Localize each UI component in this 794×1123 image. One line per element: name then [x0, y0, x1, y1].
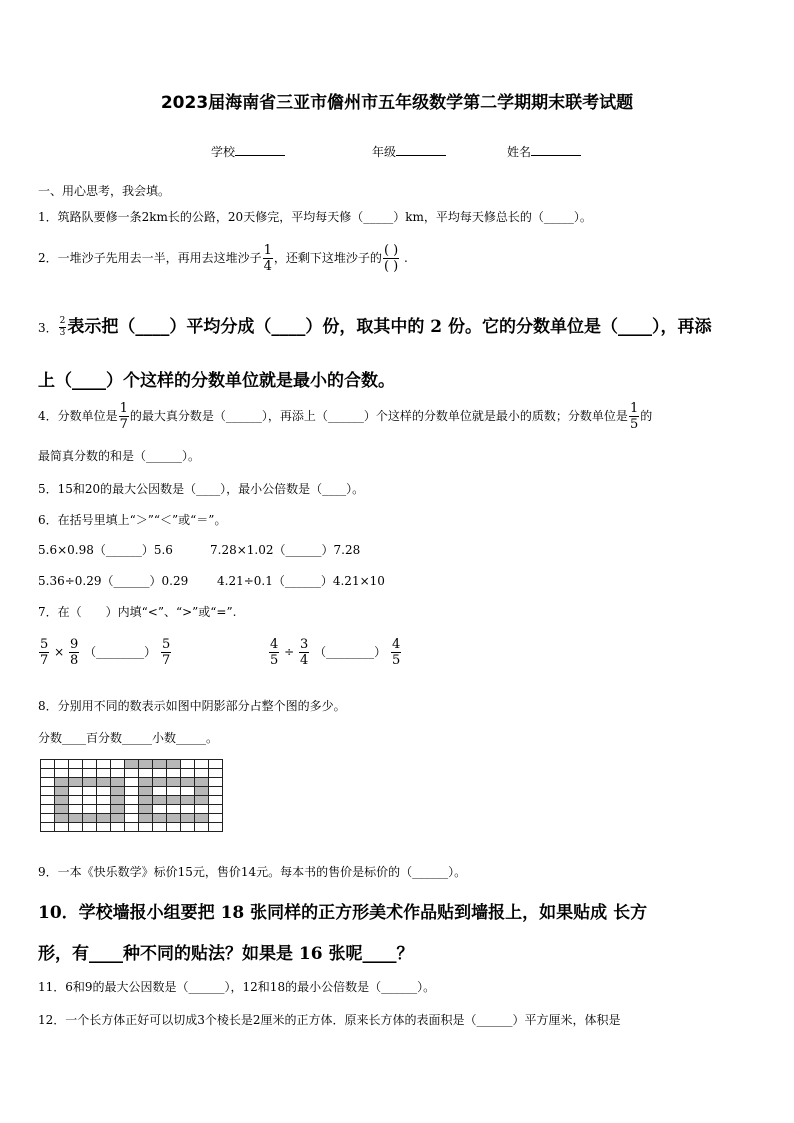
grid-cell: [195, 814, 209, 823]
grid-cell: [195, 787, 209, 796]
grid-cell: [69, 787, 83, 796]
grid-cell: [181, 796, 195, 805]
grid-cell: [139, 805, 153, 814]
question-7-b: $\frac{4}{5}$ ÷ $\frac{3}{4}$ （________） $\frac{4}{5}$: [270, 637, 401, 668]
grid-cell: [97, 787, 111, 796]
school-field: 学校: [211, 142, 285, 160]
grid-cell: [55, 823, 69, 832]
grid-cell: [69, 769, 83, 778]
grid-cell: [181, 769, 195, 778]
grid-cell: [125, 778, 139, 787]
grid-cell: [125, 814, 139, 823]
section-heading: 一、用心思考，我会填。: [38, 184, 171, 198]
grid-cell: [195, 778, 209, 787]
grid-cell: [55, 805, 69, 814]
grid-cell: [209, 778, 223, 787]
grid-row: [41, 760, 223, 769]
grid-cell: [111, 760, 125, 769]
grid-cell: [139, 814, 153, 823]
page-title: 2023届海南省三亚市儋州市五年级数学第二学期期末联考试题: [160, 93, 634, 113]
grid-cell: [167, 796, 181, 805]
grid-cell: [209, 805, 223, 814]
question-10-line-1: 10．学校墙报小组要把 18 张同样的正方形美术作品贴到墙报上，如果贴成 长方: [38, 903, 648, 923]
question-8-fill: 分数____百分数_____小数_____。: [38, 731, 219, 745]
grid-cell: [167, 778, 181, 787]
grid-row: [41, 823, 223, 832]
question-8-stem: 8．分别用不同的数表示如图中阴影部分占整个图的多少。: [38, 699, 346, 713]
grid-row: [41, 778, 223, 787]
grid-cell: [153, 787, 167, 796]
grid-cell: [125, 760, 139, 769]
grid-cell: [125, 769, 139, 778]
grid-cell: [195, 769, 209, 778]
grid-row: [41, 787, 223, 796]
grid-cell: [181, 805, 195, 814]
grid-cell: [139, 769, 153, 778]
question-5: 5．15和20的最大公因数是（____），最小公倍数是（____）。: [38, 482, 365, 496]
grid-cell: [111, 769, 125, 778]
grid-cell: [153, 769, 167, 778]
grid-cell: [125, 805, 139, 814]
grid-cell: [153, 778, 167, 787]
question-3-line-2: 上（____）个这样的分数单位就是最小的合数。: [38, 371, 395, 391]
grid-row: [41, 796, 223, 805]
shaded-grid-figure: [40, 759, 223, 832]
grid-cell: [167, 787, 181, 796]
grid-cell: [41, 814, 55, 823]
grid-cell: [97, 796, 111, 805]
grid-cell: [41, 778, 55, 787]
grid-cell: [153, 814, 167, 823]
grid-cell: [97, 760, 111, 769]
grid-cell: [41, 805, 55, 814]
grid-cell: [111, 805, 125, 814]
grid-cell: [167, 760, 181, 769]
grid-row: [41, 805, 223, 814]
grid-cell: [111, 778, 125, 787]
name-field: 姓名: [507, 142, 581, 160]
grid-cell: [83, 823, 97, 832]
grid-cell: [69, 805, 83, 814]
grid-cell: [195, 760, 209, 769]
grid-cell: [209, 769, 223, 778]
question-4-line-1: 4．分数单位是 $\frac{1}{7}$ 的最大真分数是（______），再添上（______）个这样的分数单位就是最小的质数；分数单位是 $\frac{1}{5}$ 的: [38, 401, 653, 432]
question-11: 11．6和9的最大公因数是（______），12和18的最小公倍数是（______）。: [38, 980, 436, 994]
grid-cell: [125, 787, 139, 796]
grid-cell: [195, 805, 209, 814]
grid-cell: [153, 796, 167, 805]
grid-cell: [97, 778, 111, 787]
question-7-stem: 7．在（ ）内填“<”、“>”或“=”.: [38, 605, 237, 619]
grade-field: 年级: [372, 142, 446, 160]
grid-cell: [167, 805, 181, 814]
grid-cell: [55, 760, 69, 769]
grid-cell: [167, 823, 181, 832]
grid-cell: [209, 814, 223, 823]
grid-cell: [181, 823, 195, 832]
grid-cell: [195, 796, 209, 805]
grid-cell: [125, 796, 139, 805]
grid-cell: [153, 805, 167, 814]
grid-cell: [139, 796, 153, 805]
grid-row: [41, 814, 223, 823]
grid-cell: [111, 796, 125, 805]
grid-cell: [55, 814, 69, 823]
grid-cell: [125, 823, 139, 832]
grid-cell: [167, 769, 181, 778]
grid-cell: [97, 769, 111, 778]
grid-cell: [69, 760, 83, 769]
question-3-line-1: 3． $\frac{2}{3}$ 表示把（____）平均分成（____）份，取其中的 2 份。它的分数单位是（____），再添: [38, 316, 712, 338]
question-10-line-2: 形，有____种不同的贴法？如果是 16 张呢____？: [38, 944, 414, 964]
grid-cell: [97, 823, 111, 832]
question-12: 12．一个长方体正好可以切成3个棱长是2厘米的正方体．原来长方体的表面积是（______）平方厘米，体积是: [38, 1013, 621, 1027]
grid-cell: [55, 787, 69, 796]
question-2: 2．一堆沙子先用去一半，再用去这堆沙子 $\frac{1}{4}$ ，还剩下这堆沙子的 $\frac{( )}{( )}$ .: [38, 243, 408, 274]
grid-cell: [111, 823, 125, 832]
grid-cell: [181, 814, 195, 823]
grid-cell: [69, 778, 83, 787]
question-1: 1．筑路队要修一条2km长的公路，20天修完，平均每天修（_____）km，平均每天修总长的（_____）。: [38, 210, 592, 224]
grid-cell: [55, 769, 69, 778]
grid-cell: [139, 778, 153, 787]
grid-cell: [41, 823, 55, 832]
grid-cell: [181, 760, 195, 769]
question-4-line-2: 最简真分数的和是（______）。: [38, 449, 201, 463]
grid-cell: [69, 814, 83, 823]
question-7-a: $\frac{5}{7}$ × $\frac{9}{8}$ （________） $\frac{5}{7}$: [40, 637, 171, 668]
grid-cell: [83, 769, 97, 778]
grid-cell: [139, 823, 153, 832]
grid-cell: [41, 787, 55, 796]
question-9: 9．一本《快乐数学》标价15元，售价14元。每本书的售价是标价的（______）。: [38, 865, 467, 879]
grid-cell: [153, 823, 167, 832]
grid-cell: [83, 787, 97, 796]
question-6-c: 5.36÷0.29（______）0.29: [38, 574, 189, 588]
grid-cell: [181, 778, 195, 787]
grid-cell: [41, 769, 55, 778]
grid-cell: [83, 760, 97, 769]
grid-cell: [139, 787, 153, 796]
grid-cell: [69, 823, 83, 832]
grid-cell: [83, 814, 97, 823]
grid-cell: [83, 805, 97, 814]
grid-cell: [69, 796, 83, 805]
grid-cell: [209, 760, 223, 769]
grid-cell: [209, 823, 223, 832]
grid-cell: [111, 814, 125, 823]
grid-cell: [97, 805, 111, 814]
grid-cell: [209, 787, 223, 796]
question-6-a: 5.6×0.98（______）5.6: [38, 543, 173, 557]
grid-cell: [181, 787, 195, 796]
question-6-stem: 6．在括号里填上“＞”“＜”或“＝”。: [38, 513, 227, 527]
grid-cell: [97, 814, 111, 823]
grid-cell: [167, 814, 181, 823]
question-6-d: 4.21÷0.1（______）4.21×10: [217, 574, 385, 588]
grid-cell: [195, 823, 209, 832]
grid-cell: [139, 760, 153, 769]
grid-cell: [83, 796, 97, 805]
grid-cell: [55, 778, 69, 787]
grid-cell: [83, 778, 97, 787]
grid-cell: [209, 796, 223, 805]
grid-cell: [111, 787, 125, 796]
grid-row: [41, 769, 223, 778]
grid-cell: [55, 796, 69, 805]
grid-cell: [41, 796, 55, 805]
grid-cell: [153, 760, 167, 769]
question-6-b: 7.28×1.02（______）7.28: [210, 543, 361, 557]
grid-cell: [41, 760, 55, 769]
